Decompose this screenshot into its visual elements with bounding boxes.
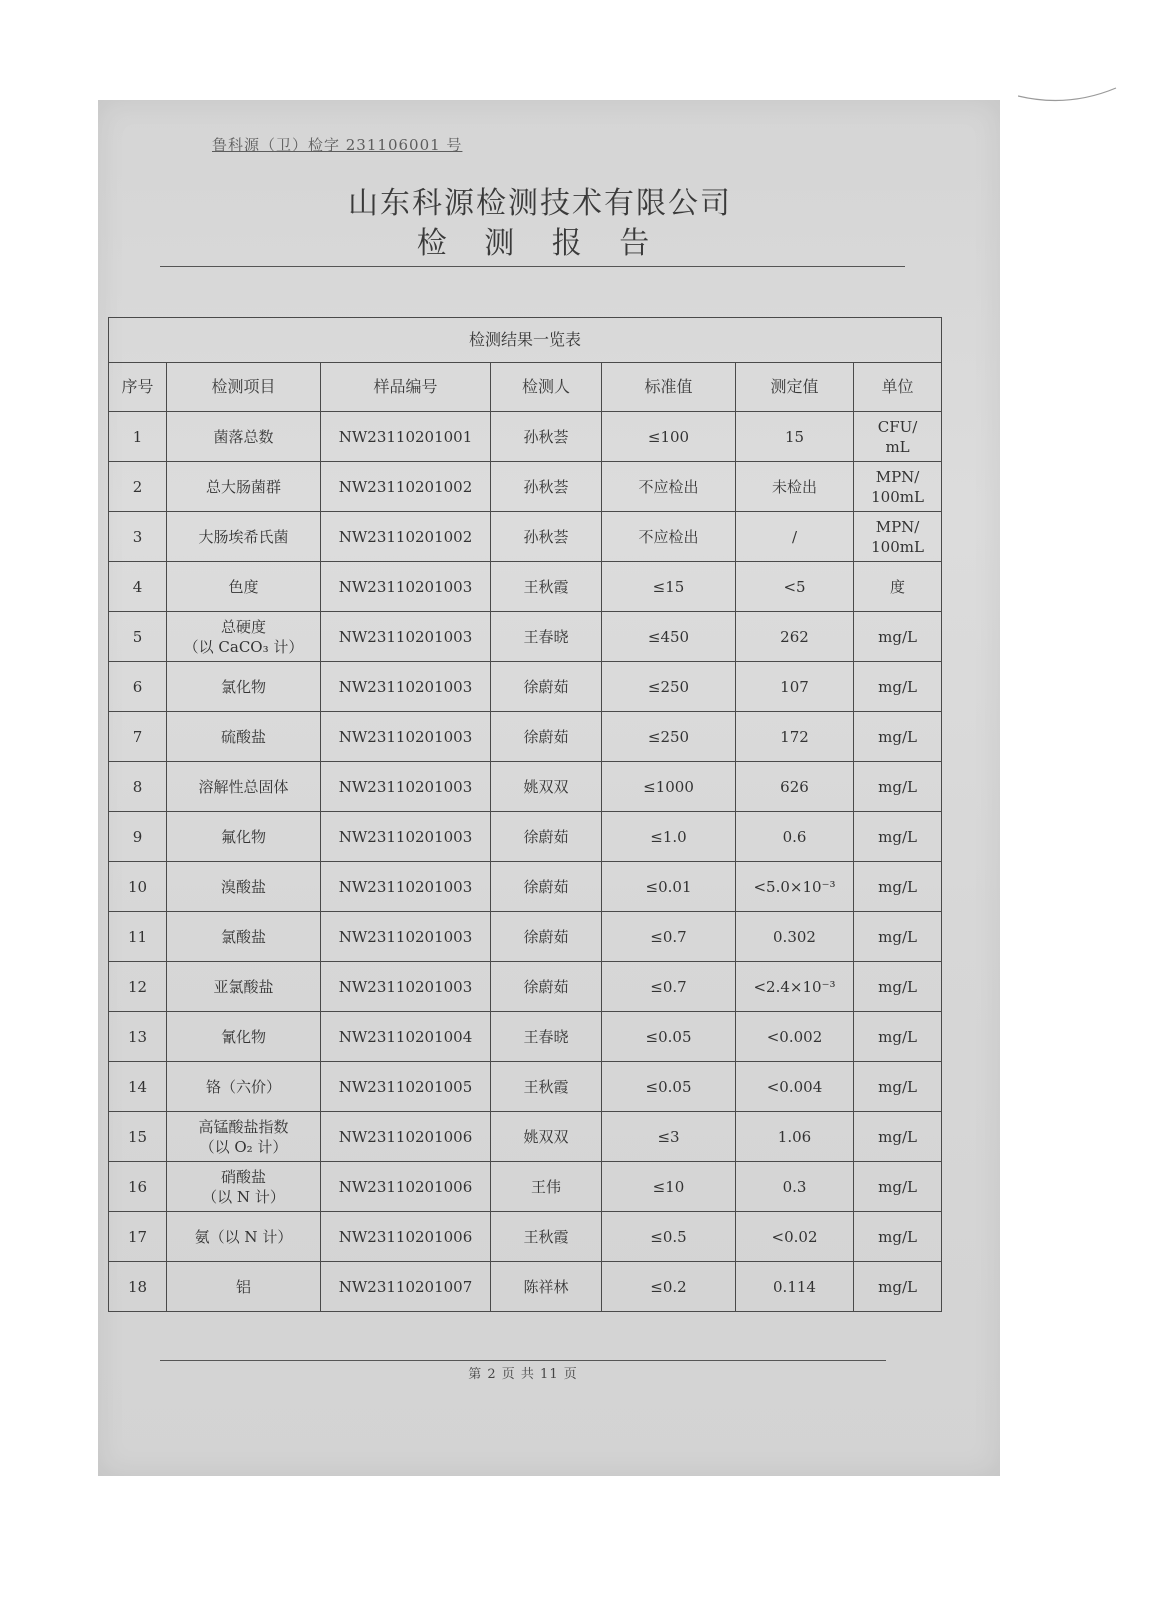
table-row bbox=[109, 762, 942, 812]
standard-value: ≤0.05 bbox=[602, 1062, 736, 1112]
tester-name: 王伟 bbox=[491, 1162, 602, 1212]
measured-value: 172 bbox=[736, 712, 854, 762]
measured-value: <5 bbox=[736, 562, 854, 612]
tester-name: 孙秋荟 bbox=[491, 462, 602, 512]
tester-name: 徐蔚茹 bbox=[491, 662, 602, 712]
table-row bbox=[109, 712, 942, 762]
table-row bbox=[109, 562, 942, 612]
table-row bbox=[109, 1062, 942, 1112]
measured-value: 262 bbox=[736, 612, 854, 662]
standard-value: ≤0.2 bbox=[602, 1262, 736, 1312]
measured-value: 107 bbox=[736, 662, 854, 712]
standard-value: ≤1000 bbox=[602, 762, 736, 812]
table-caption-row bbox=[109, 318, 942, 363]
table-row bbox=[109, 662, 942, 712]
measured-value: 1.06 bbox=[736, 1112, 854, 1162]
sample-id: NW23110201003 bbox=[321, 712, 491, 762]
row-number: 3 bbox=[109, 512, 167, 562]
standard-value: ≤0.05 bbox=[602, 1012, 736, 1062]
standard-value: ≤10 bbox=[602, 1162, 736, 1212]
row-number: 7 bbox=[109, 712, 167, 762]
unit-cell: mg/L bbox=[854, 962, 942, 1012]
test-item: 硝酸盐 （以 N 计） bbox=[167, 1162, 321, 1212]
test-item: 大肠埃希氏菌 bbox=[167, 512, 321, 562]
test-item: 硫酸盐 bbox=[167, 712, 321, 762]
row-number: 11 bbox=[109, 912, 167, 962]
row-number: 12 bbox=[109, 962, 167, 1012]
standard-value: ≤250 bbox=[602, 662, 736, 712]
tester-name: 王秋霞 bbox=[491, 562, 602, 612]
unit-cell: MPN/ 100mL bbox=[854, 462, 942, 512]
table-row bbox=[109, 462, 942, 512]
test-item: 氟化物 bbox=[167, 812, 321, 862]
standard-value: ≤15 bbox=[602, 562, 736, 612]
measured-value: <0.002 bbox=[736, 1012, 854, 1062]
sample-id: NW23110201003 bbox=[321, 762, 491, 812]
unit-cell: mg/L bbox=[854, 912, 942, 962]
tester-name: 王春晓 bbox=[491, 612, 602, 662]
tester-name: 陈祥林 bbox=[491, 1262, 602, 1312]
standard-value: ≤100 bbox=[602, 412, 736, 462]
results-table bbox=[108, 317, 942, 1312]
column-header-item: 检测项目 bbox=[167, 363, 321, 412]
column-header-unit: 单位 bbox=[854, 363, 942, 412]
sample-id: NW23110201006 bbox=[321, 1212, 491, 1262]
tester-name: 徐蔚茹 bbox=[491, 812, 602, 862]
unit-cell: mg/L bbox=[854, 612, 942, 662]
measured-value: 0.6 bbox=[736, 812, 854, 862]
unit-cell: mg/L bbox=[854, 712, 942, 762]
column-header-no: 序号 bbox=[109, 363, 167, 412]
unit-cell: CFU/ mL bbox=[854, 412, 942, 462]
test-item: 氯酸盐 bbox=[167, 912, 321, 962]
table-row bbox=[109, 412, 942, 462]
row-number: 13 bbox=[109, 1012, 167, 1062]
sample-id: NW23110201003 bbox=[321, 662, 491, 712]
unit-cell: MPN/ 100mL bbox=[854, 512, 942, 562]
row-number: 18 bbox=[109, 1262, 167, 1312]
company-name: 山东科源检测技术有限公司 bbox=[348, 186, 732, 221]
sample-id: NW23110201007 bbox=[321, 1262, 491, 1312]
row-number: 15 bbox=[109, 1112, 167, 1162]
sample-id: NW23110201004 bbox=[321, 1012, 491, 1062]
measured-value: 626 bbox=[736, 762, 854, 812]
row-number: 2 bbox=[109, 462, 167, 512]
test-item: 色度 bbox=[167, 562, 321, 612]
measured-value: <0.02 bbox=[736, 1212, 854, 1262]
standard-value: ≤250 bbox=[602, 712, 736, 762]
row-number: 17 bbox=[109, 1212, 167, 1262]
unit-cell: mg/L bbox=[854, 1112, 942, 1162]
standard-value: ≤1.0 bbox=[602, 812, 736, 862]
table-row bbox=[109, 612, 942, 662]
tester-name: 王秋霞 bbox=[491, 1212, 602, 1262]
measured-value: 0.3 bbox=[736, 1162, 854, 1212]
sample-id: NW23110201002 bbox=[321, 512, 491, 562]
sample-id: NW23110201003 bbox=[321, 912, 491, 962]
test-item: 总大肠菌群 bbox=[167, 462, 321, 512]
tester-name: 王秋霞 bbox=[491, 1062, 602, 1112]
tester-name: 徐蔚茹 bbox=[491, 862, 602, 912]
test-item: 菌落总数 bbox=[167, 412, 321, 462]
tester-name: 徐蔚茹 bbox=[491, 712, 602, 762]
table-row bbox=[109, 1262, 942, 1312]
test-item: 氰化物 bbox=[167, 1012, 321, 1062]
measured-value: <0.004 bbox=[736, 1062, 854, 1112]
table-row bbox=[109, 512, 942, 562]
measured-value: 15 bbox=[736, 412, 854, 462]
column-header-sample: 样品编号 bbox=[321, 363, 491, 412]
measured-value: 0.114 bbox=[736, 1262, 854, 1312]
unit-cell: mg/L bbox=[854, 662, 942, 712]
row-number: 8 bbox=[109, 762, 167, 812]
unit-cell: mg/L bbox=[854, 1012, 942, 1062]
test-item: 氨（以 N 计） bbox=[167, 1212, 321, 1262]
table-body bbox=[109, 412, 942, 1312]
table-row bbox=[109, 1012, 942, 1062]
standard-value: 不应检出 bbox=[602, 512, 736, 562]
unit-cell: mg/L bbox=[854, 1162, 942, 1212]
tester-name: 孙秋荟 bbox=[491, 512, 602, 562]
standard-value: ≤0.7 bbox=[602, 962, 736, 1012]
table-row bbox=[109, 962, 942, 1012]
unit-cell: 度 bbox=[854, 562, 942, 612]
sample-id: NW23110201003 bbox=[321, 812, 491, 862]
test-item: 总硬度 （以 CaCO₃ 计） bbox=[167, 612, 321, 662]
row-number: 16 bbox=[109, 1162, 167, 1212]
unit-cell: mg/L bbox=[854, 862, 942, 912]
row-number: 5 bbox=[109, 612, 167, 662]
column-header-tester: 检测人 bbox=[491, 363, 602, 412]
tester-name: 徐蔚茹 bbox=[491, 912, 602, 962]
table-row bbox=[109, 1212, 942, 1262]
unit-cell: mg/L bbox=[854, 1212, 942, 1262]
tester-name: 姚双双 bbox=[491, 1112, 602, 1162]
tester-name: 徐蔚茹 bbox=[491, 962, 602, 1012]
sample-id: NW23110201003 bbox=[321, 562, 491, 612]
unit-cell: mg/L bbox=[854, 762, 942, 812]
row-number: 9 bbox=[109, 812, 167, 862]
sample-id: NW23110201003 bbox=[321, 962, 491, 1012]
sample-id: NW23110201006 bbox=[321, 1112, 491, 1162]
paper-curl-mark bbox=[1018, 82, 1118, 112]
row-number: 4 bbox=[109, 562, 167, 612]
measured-value: <2.4×10⁻³ bbox=[736, 962, 854, 1012]
table-row bbox=[109, 912, 942, 962]
test-item: 氯化物 bbox=[167, 662, 321, 712]
sample-id: NW23110201003 bbox=[321, 612, 491, 662]
header-divider bbox=[160, 266, 905, 267]
measured-value: 0.302 bbox=[736, 912, 854, 962]
row-number: 10 bbox=[109, 862, 167, 912]
measured-value: / bbox=[736, 512, 854, 562]
standard-value: ≤3 bbox=[602, 1112, 736, 1162]
row-number: 14 bbox=[109, 1062, 167, 1112]
table-row bbox=[109, 1112, 942, 1162]
sample-id: NW23110201006 bbox=[321, 1162, 491, 1212]
column-header-standard: 标准值 bbox=[602, 363, 736, 412]
measured-value: <5.0×10⁻³ bbox=[736, 862, 854, 912]
sample-id: NW23110201001 bbox=[321, 412, 491, 462]
test-item: 铝 bbox=[167, 1262, 321, 1312]
unit-cell: mg/L bbox=[854, 1062, 942, 1112]
test-item: 铬（六价） bbox=[167, 1062, 321, 1112]
standard-value: ≤0.5 bbox=[602, 1212, 736, 1262]
sample-id: NW23110201002 bbox=[321, 462, 491, 512]
unit-cell: mg/L bbox=[854, 1262, 942, 1312]
tester-name: 姚双双 bbox=[491, 762, 602, 812]
tester-name: 孙秋荟 bbox=[491, 412, 602, 462]
row-number: 6 bbox=[109, 662, 167, 712]
measured-value: 未检出 bbox=[736, 462, 854, 512]
footer-divider bbox=[160, 1360, 886, 1361]
test-item: 溶解性总固体 bbox=[167, 762, 321, 812]
sample-id: NW23110201005 bbox=[321, 1062, 491, 1112]
table-row bbox=[109, 1162, 942, 1212]
table-row bbox=[109, 862, 942, 912]
page-number: 第 2 页 共 11 页 bbox=[468, 1367, 578, 1382]
table-caption: 检测结果一览表 bbox=[109, 318, 942, 363]
column-header-measured: 测定值 bbox=[736, 363, 854, 412]
sample-id: NW23110201003 bbox=[321, 862, 491, 912]
standard-value: ≤0.7 bbox=[602, 912, 736, 962]
table-header-row bbox=[109, 363, 942, 412]
unit-cell: mg/L bbox=[854, 812, 942, 862]
report-number: 鲁科源（卫）检字 231106001 号 bbox=[212, 136, 463, 154]
test-item: 溴酸盐 bbox=[167, 862, 321, 912]
row-number: 1 bbox=[109, 412, 167, 462]
report-title: 检 测 报 告 bbox=[416, 226, 664, 261]
standard-value: ≤450 bbox=[602, 612, 736, 662]
tester-name: 王春晓 bbox=[491, 1012, 602, 1062]
standard-value: ≤0.01 bbox=[602, 862, 736, 912]
table-row bbox=[109, 812, 942, 862]
standard-value: 不应检出 bbox=[602, 462, 736, 512]
test-item: 亚氯酸盐 bbox=[167, 962, 321, 1012]
test-item: 高锰酸盐指数 （以 O₂ 计） bbox=[167, 1112, 321, 1162]
